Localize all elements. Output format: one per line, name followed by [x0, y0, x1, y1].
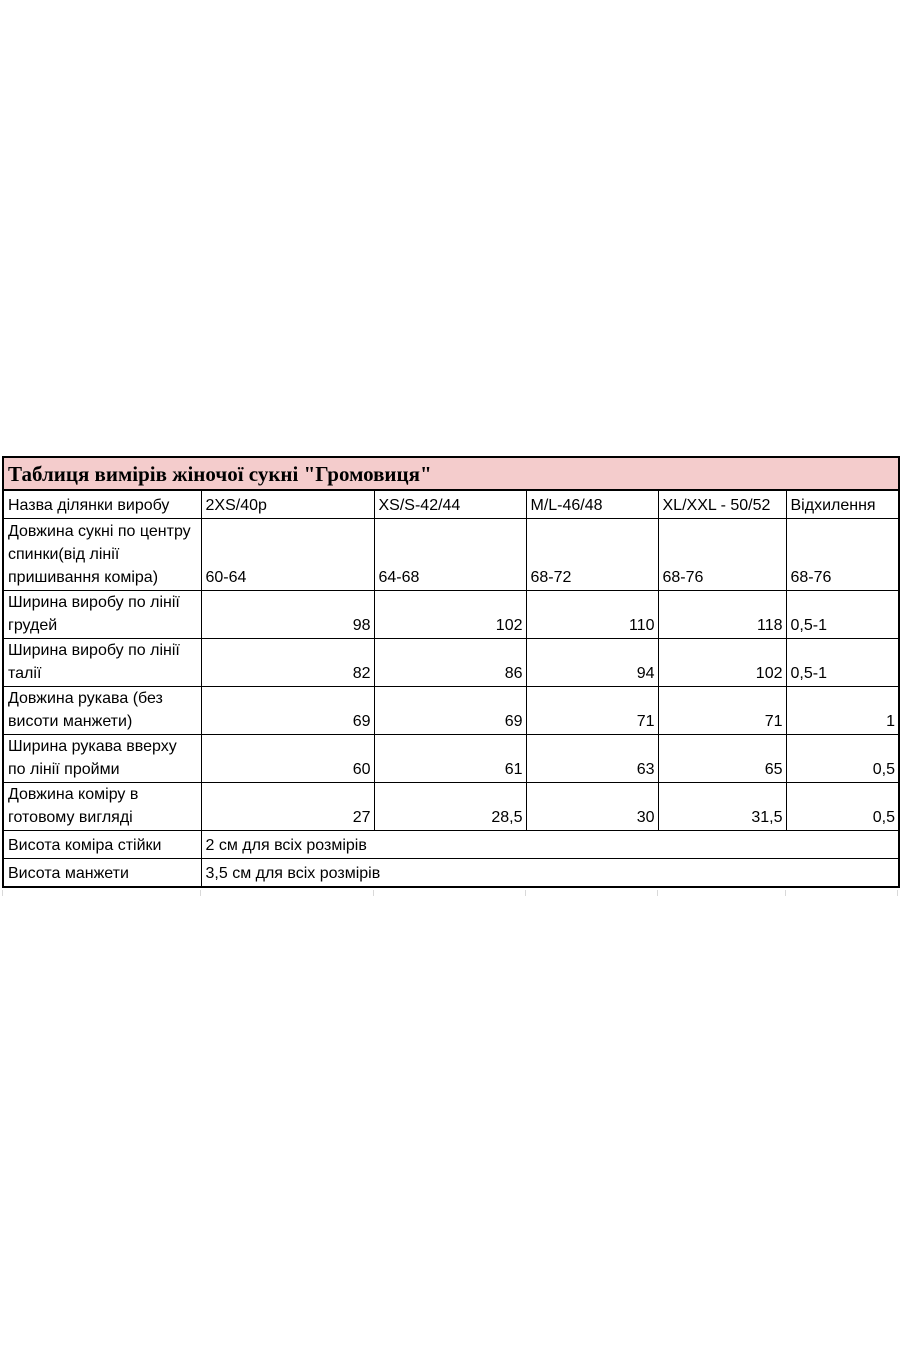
header-cell-size-xs-s: XS/S-42/44 — [374, 490, 526, 519]
value-cell: 118 — [658, 591, 786, 639]
table-row — [3, 687, 899, 735]
note-row — [3, 831, 899, 859]
value-cell: 98 — [201, 591, 374, 639]
note-value: 2 см для всіх розмірів — [201, 831, 899, 859]
value-cell: 60 — [201, 735, 374, 783]
tolerance-cell: 0,5 — [786, 783, 899, 831]
header-cell-size-m-l: M/L-46/48 — [526, 490, 658, 519]
table-title: Таблиця вимірів жіночої сукні "Громовиця" — [3, 457, 899, 490]
value-cell: 61 — [374, 735, 526, 783]
size-table — [2, 456, 900, 888]
header-row — [3, 490, 899, 519]
tolerance-cell: 1 — [786, 687, 899, 735]
tolerance-cell: 0,5-1 — [786, 639, 899, 687]
value-cell: 110 — [526, 591, 658, 639]
value-cell: 60-64 — [201, 519, 374, 591]
note-label: Висота коміра стійки — [3, 831, 201, 859]
value-cell: 65 — [658, 735, 786, 783]
value-cell: 102 — [658, 639, 786, 687]
value-cell: 94 — [526, 639, 658, 687]
header-cell-size-xl-xxl: XL/XXL - 50/52 — [658, 490, 786, 519]
header-cell-tolerance: Відхилення — [786, 490, 899, 519]
value-cell: 63 — [526, 735, 658, 783]
tolerance-cell: 0,5 — [786, 735, 899, 783]
value-cell: 69 — [201, 687, 374, 735]
table-row — [3, 735, 899, 783]
value-cell: 71 — [658, 687, 786, 735]
spreadsheet-gridlines — [0, 890, 900, 896]
header-cell-area: Назва ділянки виробу — [3, 490, 201, 519]
measurement-sheet — [2, 456, 898, 888]
value-cell: 28,5 — [374, 783, 526, 831]
value-cell: 82 — [201, 639, 374, 687]
value-cell: 27 — [201, 783, 374, 831]
value-cell: 68-72 — [526, 519, 658, 591]
tolerance-cell: 68-76 — [786, 519, 899, 591]
value-cell: 68-76 — [658, 519, 786, 591]
row-label: Довжина сукні по центру спинки(від лінії пришивання коміра) — [3, 519, 201, 591]
value-cell: 31,5 — [658, 783, 786, 831]
value-cell: 64-68 — [374, 519, 526, 591]
value-cell: 86 — [374, 639, 526, 687]
table-row — [3, 591, 899, 639]
row-label: Ширина виробу по лінії грудей — [3, 591, 201, 639]
row-label: Ширина виробу по лінії талії — [3, 639, 201, 687]
row-label: Довжина коміру в готовому вигляді — [3, 783, 201, 831]
table-row — [3, 783, 899, 831]
title-row — [3, 457, 899, 490]
value-cell: 30 — [526, 783, 658, 831]
value-cell: 69 — [374, 687, 526, 735]
note-row — [3, 859, 899, 888]
note-value: 3,5 см для всіх розмірів — [201, 859, 899, 888]
value-cell: 71 — [526, 687, 658, 735]
table-row — [3, 519, 899, 591]
header-cell-size-2xs: 2XS/40р — [201, 490, 374, 519]
value-cell: 102 — [374, 591, 526, 639]
note-label: Висота манжети — [3, 859, 201, 888]
row-label: Довжина рукава (без висоти манжети) — [3, 687, 201, 735]
tolerance-cell: 0,5-1 — [786, 591, 899, 639]
row-label: Ширина рукава вверху по лінії пройми — [3, 735, 201, 783]
table-row — [3, 639, 899, 687]
